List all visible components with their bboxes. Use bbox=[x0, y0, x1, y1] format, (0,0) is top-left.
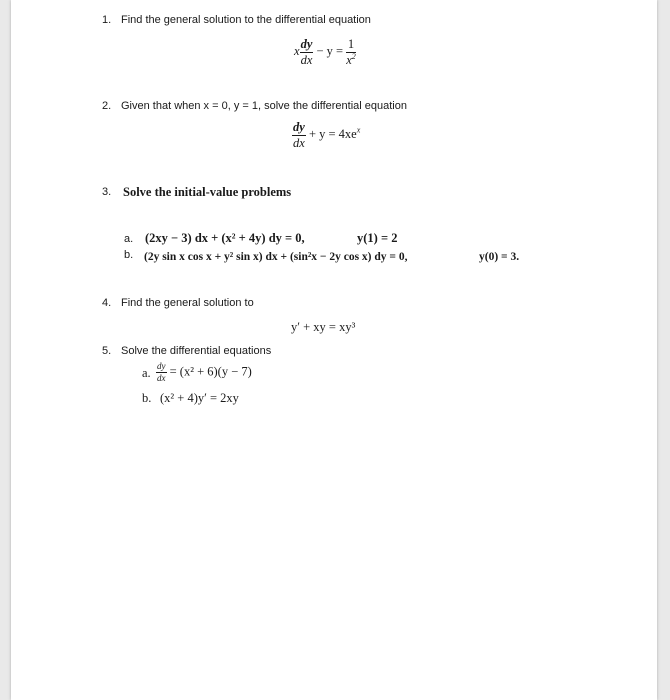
problem-1-equation: x $\frac{dy}{dx}$ − y = $\frac{1}{x^2}$ bbox=[294, 37, 356, 67]
problem-1-number: 1. bbox=[102, 14, 112, 26]
problem-2-equation: $\frac{dy}{dx}$ + $y = 4xe^x$ bbox=[293, 120, 361, 150]
problem-1-text: Find the general solution to the differential equation bbox=[121, 14, 371, 26]
problem-3-number: 3. bbox=[102, 186, 112, 198]
problem-5b-equation: (x² + 4)y′ = 2xy bbox=[160, 391, 239, 405]
problem-3a-label: a. bbox=[124, 233, 134, 245]
problem-5b-label: b. bbox=[142, 391, 152, 405]
problem-2-text: Given that when x = 0, y = 1, solve the differential equation bbox=[121, 100, 407, 112]
problem-3-text: Solve the initial-value problems bbox=[123, 185, 292, 199]
problem-3b-equation: (2y sin x cos x + y² sin x) dx + (sin²x − 2y cos x) dy = 0, bbox=[144, 251, 408, 263]
problem-3a-equation: (2xy − 3) dx + (x² + 4y) dy = 0, bbox=[145, 231, 305, 245]
problem-4-text: Find the general solution to bbox=[121, 297, 254, 309]
document-page bbox=[11, 0, 657, 700]
problem-3b-label: b. bbox=[124, 249, 134, 261]
problem-4-number: 4. bbox=[102, 297, 112, 309]
problem-4-equation: y′ + xy = xy³ bbox=[291, 320, 356, 334]
problem-5-text: Solve the differential equations bbox=[121, 345, 272, 357]
problem-2-number: 2. bbox=[102, 100, 112, 112]
problem-3a-condition: y(1) = 2 bbox=[357, 231, 398, 245]
problem-3b-condition: y(0) = 3. bbox=[479, 251, 520, 263]
dy-dx-fraction: $\frac{dy}{dx}$ bbox=[300, 37, 313, 67]
problem-5a-label: a. bbox=[142, 366, 151, 380]
problem-5a-equation: $\frac{dy}{dx}$ = (x² + 6)(y − 7) bbox=[157, 361, 252, 383]
problem-5-number: 5. bbox=[102, 345, 112, 357]
